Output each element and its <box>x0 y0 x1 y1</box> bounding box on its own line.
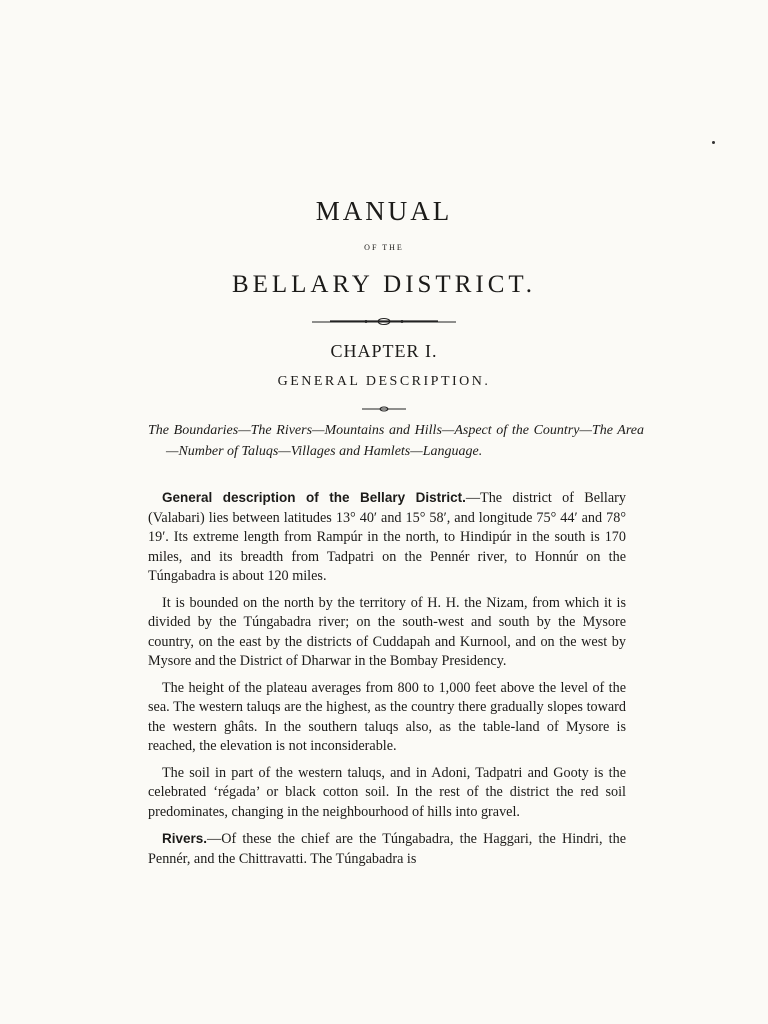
paragraph-heading: Rivers. <box>162 831 208 846</box>
paragraph-text: —Of these the chief are the Túngabadra, the Haggari, the Hindri, the Pennér, and the Chittravatti. The Túngabadra is <box>148 831 626 867</box>
title-ornament-rule <box>0 316 768 328</box>
scan-speck <box>712 141 715 144</box>
title-of-the: OF THE <box>364 243 404 252</box>
paragraph-rivers <box>148 829 626 869</box>
paragraph-plateau <box>148 679 626 757</box>
body-text <box>148 488 626 876</box>
chapter-ornament <box>0 403 768 415</box>
paragraph-text: The height of the plateau averages from 800 to 1,000 feet above the level of the sea. The western taluqs are the highest, as the country there gradually slopes toward the western ghâts. In the southern taluqs also, as the table-land of Mysore is reached, the elevation is not inconsiderable. <box>148 679 626 754</box>
paragraph-text: The soil in part of the western taluqs, and in Adoni, Tadpatri and Gooty is the celebrated ‘régada’ or black cotton soil. In the rest of the district the red soil predominates, changing in the neighbourhood of hills into gravel. <box>148 764 626 820</box>
chapter-title: GENERAL DESCRIPTION. <box>277 374 491 389</box>
paragraph-text: —The district of Bellary (Valabari) lies between latitudes 13° 40′ and 15° 58′, and longitude 75° 44′ and 78° 19′. Its extreme length from Rampúr in the north, to Hindipúr in the south is 170 miles, and its breadth from Tadpatri on the Pennér river, to Honnúr on the Túngabadra is about 120 miles. <box>148 490 626 584</box>
paragraph-soil <box>148 764 626 823</box>
title-district: BELLARY DISTRICT. <box>231 271 537 298</box>
paragraph-boundaries <box>148 594 626 672</box>
chapter-summary: The Boundaries—The Rivers—Mountains and Hills—Aspect of the Country—The Area—Number of Taluqs—Villages and Hamlets—Language. <box>148 423 644 459</box>
chapter-number: CHAPTER I. <box>330 341 438 361</box>
title-manual: MANUAL <box>315 196 453 226</box>
paragraph-general-description <box>148 488 626 587</box>
paragraph-heading: General description of the Bellary District. <box>162 490 466 505</box>
paragraph-text: It is bounded on the north by the territory of H. H. the Nizam, from which it is divided by the Túngabadra river; on the south-west and south by the Mysore country, on the east by the districts of Cuddapah and Kurnool, and on the west by Mysore and the District of Dharwar in the Bombay Presidency. <box>148 594 626 669</box>
